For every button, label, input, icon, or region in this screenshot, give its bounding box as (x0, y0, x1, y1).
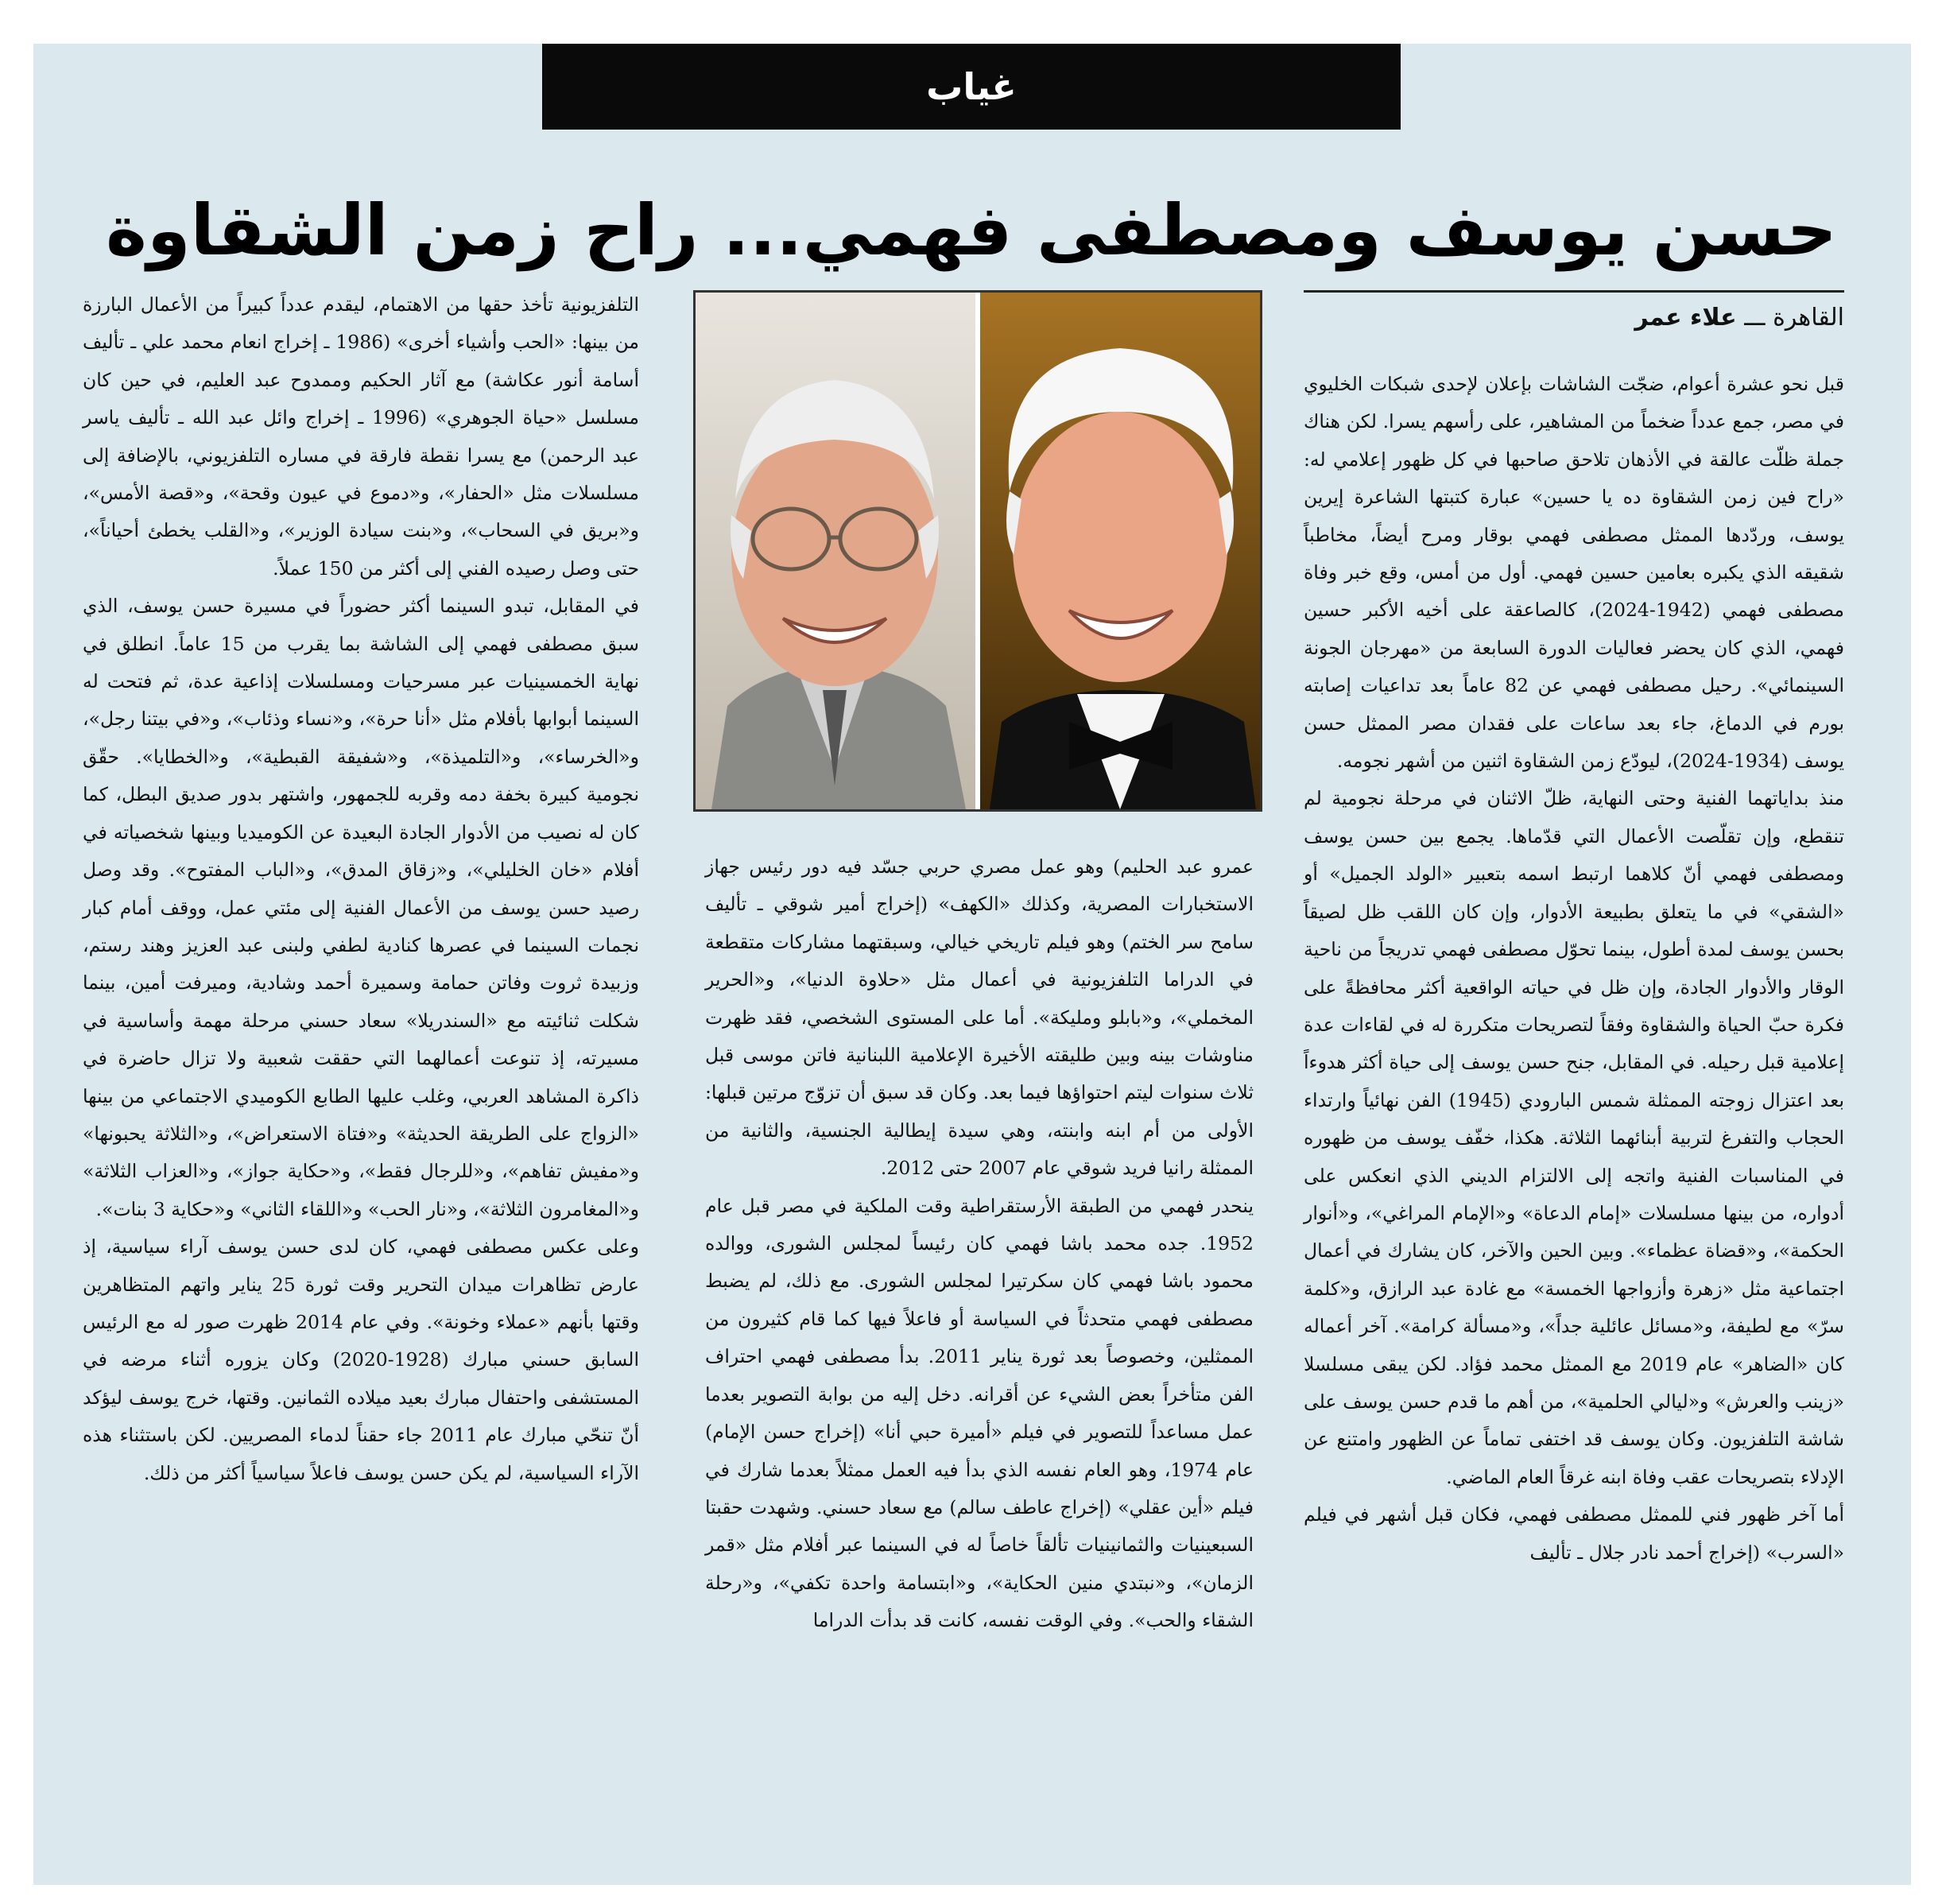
paragraph: في المقابل، تبدو السينما أكثر حضوراً في مسيرة حسن يوسف، الذي سبق مصطفى فهمي إلى الشاشة بما يقرب من 15 عاماً. انطلق في نهاية الخمسينيات عبر مسرحيات ومسلسلات إذاعية عدة، ثم فتحت له السينما أبوابها بأفلام مثل «أنا حرة»، و«نساء وذئاب»، و«في بيتنا رجل»، و«الخرساء»، و«التلميذة»، و«شفيقة القبطية»، و«الخطايا». حقّق نجومية كبيرة بخفة دمه وقربه للجمهور، واشتهر بدور صديق البطل، كما كان له نصيب من الأدوار الجادة البعيدة عن الكوميديا وبينها شخصياته في أفلام «خان الخليلي»، و«زقاق المدق»، و«الباب المفتوح». وقد وصل رصيد حسن يوسف من الأعمال الفنية إلى مئتي عمل، ووقف أمام كبار نجمات السينما في عصرها كنادية لطفي ولبنى عبد العزيز وهند رستم، وزبيدة ثروت وفاتن حمامة وسميرة أحمد وشادية، وميرفت أمين، بينما شكلت ثنائيته مع «السندريلا» سعاد حسني مرحلة مهمة وأساسية في مسيرته، إذ تنوعت أعمالهما التي حققت شعبية ولا تزال حاضرة في ذاكرة المشاهد العربي، وغلب عليها الطابع الكوميدي الاجتماعي من بينها «الزواج على الطريقة الحديثة» و«فتاة الاستعراض»، و«الثلاثة يحبونها» و«مفيش تفاهم»، و«للرجال فقط»، و«حكاية جواز»، و«العزاب الثلاثة» و«المغامرون الثلاثة»، و«نار الحب» و«اللقاء الثاني» و«حكاية 3 بنات». (83, 595, 639, 1220)
article-column-right (1304, 366, 1844, 1860)
paragraph: منذ بداياتهما الفنية وحتى النهاية، ظلّ الاثنان في مرحلة نجومية لم تنقطع، وإن تقلّصت الأعمال التي قدّماها. يجمع بين حسن يوسف ومصطفى فهمي أنّ كلاهما ارتبط اسمه بتعبير «الولد الجميل» أو «الشقي» في ما يتعلق بطبيعة الأدوار، وإن كان اللقب ظل لصيقاً بحسن يوسف لمدة أطول، بينما تحوّل مصطفى فهمي تدريجاً من ناحية الوقار والأدوار الجادة، وإن ظل في حياته الواقعية أكثر محافظةً على فكرة حبّ الحياة والشقاوة وفقاً لتصريحات متكررة له في لقاءات عدة إعلامية قبل رحيله. في المقابل، جنح حسن يوسف إلى حياة أكثر هدوءاً بعد اعتزال زوجته الممثلة شمس البارودي (1945) الفن نهائياً وارتداء الحجاب والتفرغ لتربية أبنائهما الثلاثة. هكذا، خفّف يوسف من ظهوره في المناسبات الفنية واتجه إلى الالتزام الديني الذي انعكس على أدواره، من بينها مسلسلات «إمام الدعاة» و«الإمام المراغي»، و«أنوار الحكمة»، و«قضاة عظماء». وبين الحين والآخر، كان يشارك في أعمال اجتماعية مثل «زهرة وأزواجها الخمسة» مع غادة عبد الرازق، و«كلمة سرّ» مع لطيفة، و«مسائل عائلية جداً»، و«مسألة كرامة». آخر أعماله كان «الضاهر» عام 2019 مع الممثل محمد فؤاد. لكن يبقى مسلسلا «زينب والعرش» و«ليالي الحلمية»، من أهم ما قدم حسن يوسف على شاشة التلفزيون. وكان يوسف قد اختفى تماماً عن الظهور وامتنع عن الإدلاء بتصريحات عقب وفاة ابنه غرقاً العام الماضي. (1304, 787, 1844, 1488)
section-label (542, 44, 1401, 130)
portrait-elderly-man-glasses (696, 293, 975, 809)
byline-author: علاء عمر (1634, 304, 1737, 332)
paragraph: التلفزيونية تأخذ حقها من الاهتمام، ليقدم عدداً كبيراً من الأعمال البارزة من بينها: «الحب وأشياء أخرى» (1986 ـ إخراج انعام محمد علي ـ تأليف أسامة أنور عكاشة) مع آثار الحكيم وممدوح عبد العليم، في حين كان مسلسل «حياة الجوهري» (1996 ـ إخراج وائل عبد الله ـ تأليف ياسر عبد الرحمن) مع يسرا نقطة فارقة في مساره التلفزيوني، بالإضافة إلى مسلسلات مثل «الحفار»، و«دموع في عيون وقحة»، و«قصة الأمس»، و«بريق في السحاب»، و«بنت سيادة الوزير»، و«القلب يخطئ أحياناً»، حتى وصل رصيده الفني إلى أكثر من 150 عملاً. (83, 293, 639, 580)
headline: حسن يوسف ومصطفى فهمي... راح زمن الشقاوة (106, 189, 1837, 271)
paragraph: قبل نحو عشرة أعوام، ضجّت الشاشات بإعلان لإحدى شبكات الخليوي في مصر، جمع عدداً ضخماً من المشاهير، على رأسهم يسرا. لكن هناك جملة ظلّت عالقة في الأذهان تلاحق صاحبها في كل ظهور إعلامي له: «راح فين زمن الشقاوة ده يا حسين» عبارة كتبتها الشاعرة إيرين يوسف، وردّدها الممثل مصطفى فهمي بوقار ومرح أيضاً، مخاطباً شقيقه الذي يكبره بعامين حسين فهمي. أول من أمس، وقع خبر وفاة مصطفى فهمي (1942-2024)، كالصاعقة على أخيه الأكبر حسين فهمي، الذي كان يحضر فعاليات الدورة السابعة من «مهرجان الجونة السينمائي». رحيل مصطفى فهمي عن 82 عاماً بعد تداعيات إصابته بورم في الدماغ، جاء بعد ساعات على فقدان مصر الممثل حسن يوسف (1934-2024)، ليودّع زمن الشقاوة اثنين من أشهر نجومه. (1304, 373, 1844, 773)
article-column-middle (705, 848, 1254, 1862)
byline (1304, 290, 1844, 348)
paragraph: وعلى عكس مصطفى فهمي، كان لدى حسن يوسف آراء سياسية، إذ عارض تظاهرات ميدان التحرير وقت ثورة 25 يناير واتهم المتظاهرين وقتها بأنهم «عملاء وخونة». وفي عام 2014 ظهرت صور له مع الرئيس السابق حسني مبارك (1928-2020) وكان يزوره أثناء مرضه في المستشفى واحتفال مبارك بعيد ميلاده الثمانين. وقتها، خرج يوسف ليؤكد أنّ تنحّي مبارك عام 2011 جاء حقناً لدماء المصريين. لكن باستثناء هذه الآراء السياسية، لم يكن حسن يوسف فاعلاً سياسياً أكثر من ذلك. (83, 1235, 639, 1484)
byline-city: القاهرة ـــ (1744, 304, 1844, 332)
article-photo (693, 290, 1262, 812)
section-label-text: غياب (926, 65, 1017, 108)
article-column-left (83, 286, 639, 1860)
paragraph: عمرو عبد الحليم) وهو عمل مصري حربي جسّد فيه دور رئيس جهاز الاستخبارات المصرية، وكذلك «الكهف» (إخراج أمير شوقي ـ تأليف سامح سر الختم) وهو فيلم تاريخي خيالي، وسبقتهما مشاركات متقطعة في الدراما التلفزيونية في أعمال مثل «حلاوة الدنيا»، و«الحرير المخملي»، و«بابلو ومليكة». أما على المستوى الشخصي، فقد ظهرت مناوشات بينه وبين طليقته الأخيرة الإعلامية اللبنانية فاتن موسى قبل ثلاث سنوات ليتم احتواؤها فيما بعد. وكان قد سبق أن تزوّج مرتين قبلها: الأولى من أم ابنه وابنته، وهي سيدة إيطالية الجنسية، والثانية من الممثلة رانيا فريد شوقي عام 2007 حتى 2012. (705, 855, 1254, 1180)
portrait-man-bowtie (980, 293, 1260, 809)
newspaper-page (33, 44, 1911, 1885)
paragraph: أما آخر ظهور فني للممثل مصطفى فهمي، فكان قبل أشهر في فيلم «السرب» (إخراج أحمد نادر جلال ـ تأليف (1304, 1503, 1844, 1564)
paragraph: ينحدر فهمي من الطبقة الأرستقراطية وقت الملكية في مصر قبل عام 1952. جده محمد باشا فهمي كان رئيساً لمجلس الشورى، ووالده محمود باشا فهمي كان سكرتيرا لمجلس الشورى. مع ذلك، لم يضبط مصطفى فهمي متحدثاً في السياسة أو فاعلاً فيها كما قام كثيرون من الممثلين، وخصوصاً بعد ثورة يناير 2011. بدأ مصطفى فهمي احتراف الفن متأخراً بعض الشيء عن أقرانه. دخل إليه من بوابة التصوير بعدما عمل مساعداً للتصوير في فيلم «أميرة حبي أنا» (إخراج حسن الإمام) عام 1974، وهو العام نفسه الذي بدأ فيه العمل ممثلاً بعدما شارك في فيلم «أين عقلي» (إخراج عاطف سالم) مع سعاد حسني. وشهدت حقبتا السبعينيات والثمانينيات تألقاً خاصاً له في السينما عبر أفلام مثل «قمر الزمان»، و«نبتدي منين الحكاية»، و«ابتسامة واحدة تكفي»، و«رحلة الشقاء والحب». وفي الوقت نفسه، كانت قد بدأت الدراما (705, 1194, 1254, 1632)
